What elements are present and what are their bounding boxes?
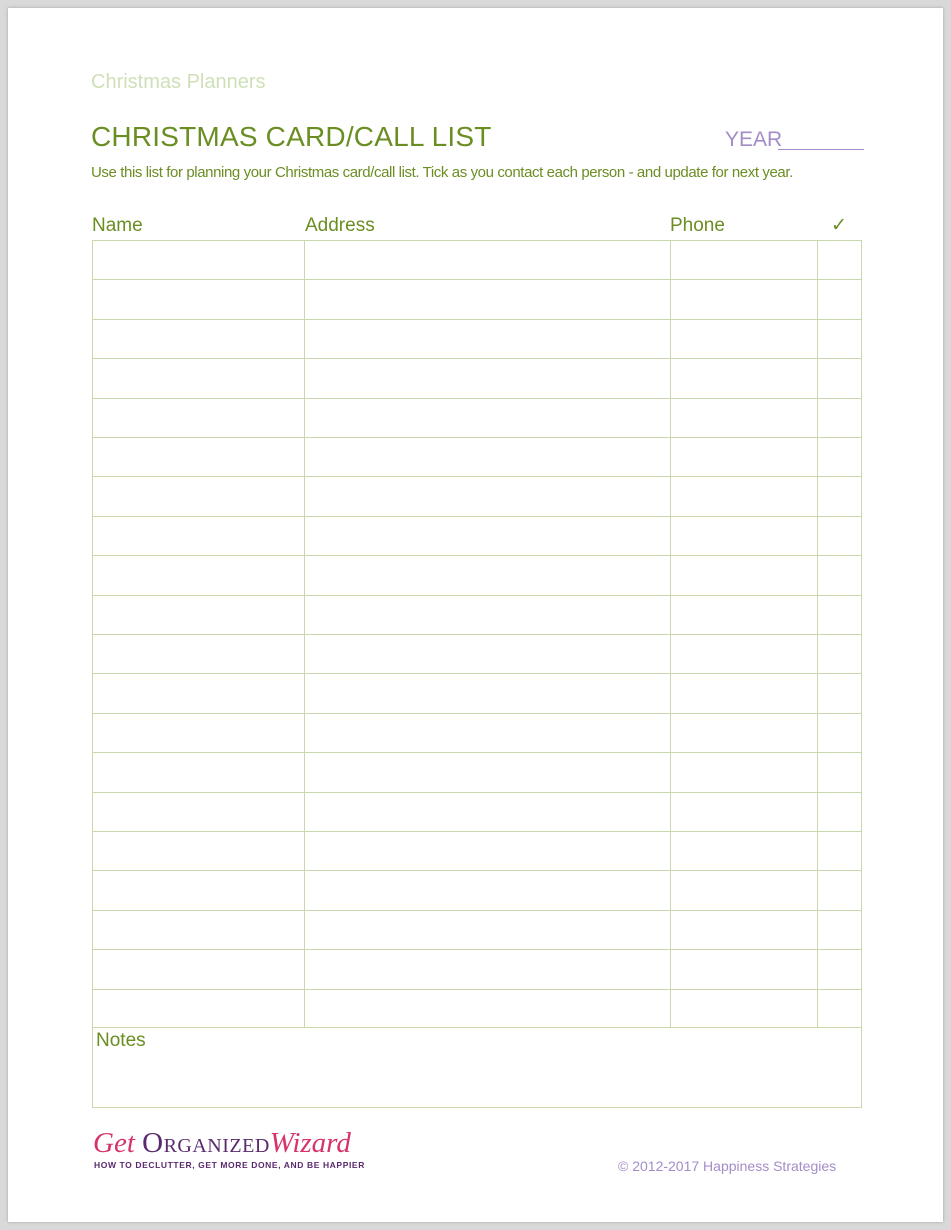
year-input-line[interactable] <box>778 149 864 150</box>
address-cell[interactable] <box>305 556 670 594</box>
table-row <box>93 241 861 280</box>
phone-cell[interactable] <box>671 399 817 437</box>
name-cell[interactable] <box>93 714 304 752</box>
table-row <box>93 753 861 792</box>
address-cell[interactable] <box>305 359 670 397</box>
name-cell[interactable] <box>93 635 304 673</box>
table-row <box>93 714 861 753</box>
check-cell[interactable] <box>818 320 863 358</box>
page-title: CHRISTMAS CARD/CALL LIST <box>91 121 492 152</box>
check-cell[interactable] <box>818 635 863 673</box>
address-cell[interactable] <box>305 793 670 831</box>
check-cell[interactable] <box>818 990 863 1029</box>
phone-cell[interactable] <box>671 990 817 1029</box>
column-header-phone: Phone <box>670 215 725 236</box>
name-cell[interactable] <box>93 280 304 318</box>
address-cell[interactable] <box>305 320 670 358</box>
phone-cell[interactable] <box>671 753 817 791</box>
table-row <box>93 674 861 713</box>
phone-cell[interactable] <box>671 832 817 870</box>
address-cell[interactable] <box>305 911 670 949</box>
table-row <box>93 793 861 832</box>
check-cell[interactable] <box>818 556 863 594</box>
name-cell[interactable] <box>93 911 304 949</box>
phone-cell[interactable] <box>671 635 817 673</box>
logo-word-organized: Organized <box>142 1127 270 1159</box>
table-row <box>93 911 861 950</box>
phone-cell[interactable] <box>671 950 817 988</box>
phone-cell[interactable] <box>671 674 817 712</box>
table-row <box>93 517 861 556</box>
name-cell[interactable] <box>93 517 304 555</box>
address-cell[interactable] <box>305 753 670 791</box>
name-cell[interactable] <box>93 674 304 712</box>
address-cell[interactable] <box>305 674 670 712</box>
phone-cell[interactable] <box>671 320 817 358</box>
check-cell[interactable] <box>818 950 863 988</box>
notes-label: Notes <box>96 1030 146 1051</box>
address-cell[interactable] <box>305 399 670 437</box>
address-cell[interactable] <box>305 635 670 673</box>
address-cell[interactable] <box>305 241 670 279</box>
check-cell[interactable] <box>818 359 863 397</box>
address-cell[interactable] <box>305 477 670 515</box>
name-cell[interactable] <box>93 399 304 437</box>
table-row <box>93 359 861 398</box>
phone-cell[interactable] <box>671 911 817 949</box>
table-row <box>93 990 861 1029</box>
phone-cell[interactable] <box>671 596 817 634</box>
check-cell[interactable] <box>818 871 863 909</box>
phone-cell[interactable] <box>671 280 817 318</box>
table-row <box>93 320 861 359</box>
phone-cell[interactable] <box>671 241 817 279</box>
table-row <box>93 596 861 635</box>
name-cell[interactable] <box>93 871 304 909</box>
check-cell[interactable] <box>818 399 863 437</box>
table-row <box>93 399 861 438</box>
phone-cell[interactable] <box>671 714 817 752</box>
table-row <box>93 950 861 989</box>
logo-word-wizard: Wizard <box>269 1127 351 1159</box>
phone-cell[interactable] <box>671 793 817 831</box>
address-cell[interactable] <box>305 950 670 988</box>
phone-cell[interactable] <box>671 556 817 594</box>
check-cell[interactable] <box>818 714 863 752</box>
address-cell[interactable] <box>305 832 670 870</box>
table-row <box>93 438 861 477</box>
name-cell[interactable] <box>93 793 304 831</box>
check-cell[interactable] <box>818 438 863 476</box>
name-cell[interactable] <box>93 990 304 1029</box>
table-row <box>93 871 861 910</box>
phone-cell[interactable] <box>671 871 817 909</box>
notes-area[interactable] <box>92 1027 862 1108</box>
name-cell[interactable] <box>93 241 304 279</box>
check-cell[interactable] <box>818 753 863 791</box>
address-cell[interactable] <box>305 517 670 555</box>
table-row <box>93 832 861 871</box>
address-cell[interactable] <box>305 596 670 634</box>
contact-table <box>92 240 862 1028</box>
name-cell[interactable] <box>93 438 304 476</box>
table-row <box>93 477 861 516</box>
logo-word-get: Get <box>93 1127 135 1159</box>
address-cell[interactable] <box>305 280 670 318</box>
planner-category-label: Christmas Planners <box>91 71 266 93</box>
logo-tagline: HOW TO DECLUTTER, GET MORE DONE, AND BE HAPPIER <box>94 1160 365 1170</box>
name-cell[interactable] <box>93 477 304 515</box>
document-page <box>8 8 943 1222</box>
name-cell[interactable] <box>93 753 304 791</box>
name-cell[interactable] <box>93 832 304 870</box>
address-cell[interactable] <box>305 990 670 1029</box>
column-header-address: Address <box>305 215 375 236</box>
check-cell[interactable] <box>818 280 863 318</box>
check-cell[interactable] <box>818 674 863 712</box>
table-row <box>93 635 861 674</box>
check-cell[interactable] <box>818 596 863 634</box>
table-row <box>93 280 861 319</box>
phone-cell[interactable] <box>671 517 817 555</box>
table-row <box>93 556 861 595</box>
get-organized-wizard-logo <box>93 1126 423 1176</box>
check-cell[interactable] <box>818 832 863 870</box>
name-cell[interactable] <box>93 359 304 397</box>
phone-cell[interactable] <box>671 359 817 397</box>
check-cell[interactable] <box>818 241 863 279</box>
copyright-notice: © 2012-2017 Happiness Strategies <box>618 1158 837 1174</box>
year-label: YEAR <box>725 128 783 151</box>
address-cell[interactable] <box>305 714 670 752</box>
column-header-check-icon: ✓ <box>831 215 847 236</box>
logo-wordmark <box>93 1126 351 1160</box>
instructions-text: Use this list for planning your Christmas card/call list. Tick as you contact each person - and update for next year. <box>91 164 793 181</box>
phone-cell[interactable] <box>671 477 817 515</box>
check-cell[interactable] <box>818 793 863 831</box>
column-header-name: Name <box>92 215 143 236</box>
name-cell[interactable] <box>93 950 304 988</box>
check-cell[interactable] <box>818 477 863 515</box>
check-cell[interactable] <box>818 517 863 555</box>
name-cell[interactable] <box>93 596 304 634</box>
address-cell[interactable] <box>305 438 670 476</box>
address-cell[interactable] <box>305 871 670 909</box>
name-cell[interactable] <box>93 556 304 594</box>
name-cell[interactable] <box>93 320 304 358</box>
check-cell[interactable] <box>818 911 863 949</box>
phone-cell[interactable] <box>671 438 817 476</box>
